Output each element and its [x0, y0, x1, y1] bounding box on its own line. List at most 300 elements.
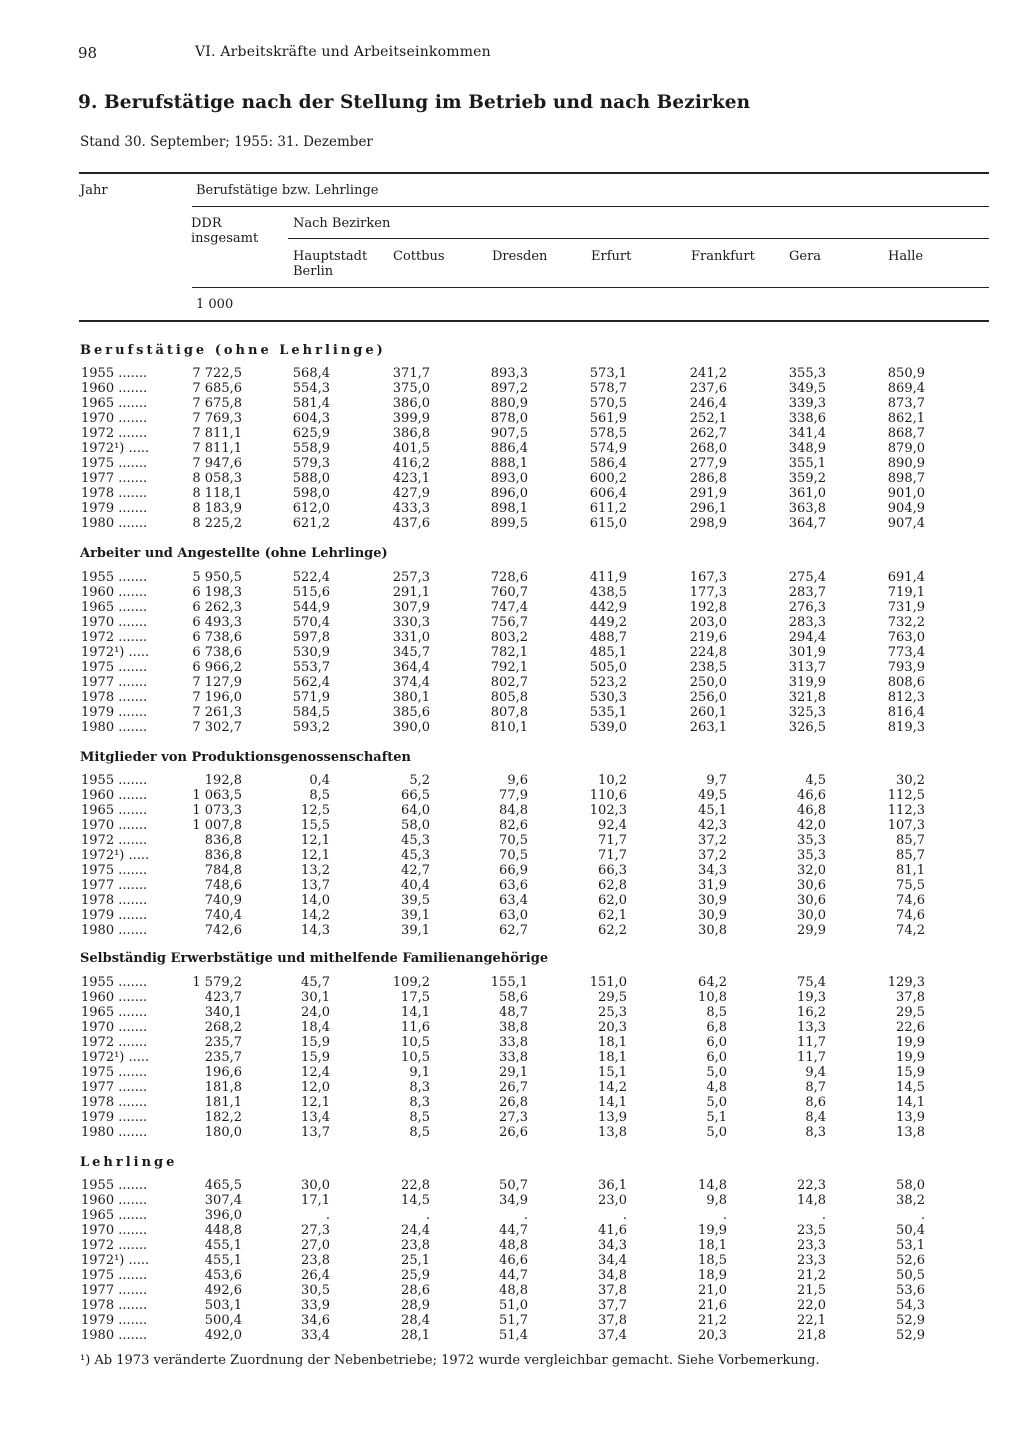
table-cell: 33,4 [301, 1328, 330, 1343]
table-cell: 488,7 [589, 630, 627, 645]
table-cell: 319,9 [788, 675, 826, 690]
col-header-bezirke: Nach Bezirken [293, 216, 391, 231]
table-cell: 41,6 [598, 1223, 627, 1238]
table-cell: 13,7 [301, 1125, 330, 1140]
table-cell: 784,8 [204, 863, 242, 878]
row-year: 1972 ....... [81, 630, 148, 645]
table-cell: 578,7 [589, 381, 627, 396]
table-cell: 330,3 [392, 615, 430, 630]
table-cell: 294,4 [788, 630, 826, 645]
table-cell: 102,3 [589, 803, 627, 818]
table-cell: 11,6 [401, 1020, 430, 1035]
row-year: 1955 ....... [81, 773, 148, 788]
table-cell: 14,2 [598, 1080, 627, 1095]
table-row [0, 660, 1024, 675]
table-cell: 31,9 [698, 878, 727, 893]
row-year: 1972¹) ..... [81, 1050, 150, 1065]
table-cell: . [821, 1208, 826, 1223]
table-row [0, 675, 1024, 690]
row-year: 1970 ....... [81, 411, 148, 426]
table-cell: 455,1 [204, 1253, 242, 1268]
table-cell: 34,3 [598, 1238, 627, 1253]
table-row [0, 990, 1024, 1005]
table-cell: 23,0 [598, 1193, 627, 1208]
table-cell: 203,0 [689, 615, 727, 630]
table-cell: 53,1 [896, 1238, 925, 1253]
row-year: 1965 ....... [81, 600, 148, 615]
table-row [0, 456, 1024, 471]
table-cell: 588,0 [292, 471, 330, 486]
col-header-frankfurt: Frankfurt [691, 249, 755, 264]
table-row [0, 585, 1024, 600]
row-year: 1960 ....... [81, 788, 148, 803]
table-cell: 782,1 [490, 645, 528, 660]
table-cell: 805,8 [490, 690, 528, 705]
table-cell: 535,1 [589, 705, 627, 720]
table-cell: 13,2 [301, 863, 330, 878]
table-cell: 442,9 [589, 600, 627, 615]
table-cell: 39,5 [401, 893, 430, 908]
row-year: 1972 ....... [81, 1238, 148, 1253]
table-cell: 340,1 [204, 1005, 242, 1020]
table-cell: 326,5 [788, 720, 826, 735]
table-cell: 27,3 [301, 1223, 330, 1238]
table-row [0, 645, 1024, 660]
table-cell: 21,2 [797, 1268, 826, 1283]
table-cell: 423,7 [204, 990, 242, 1005]
table-row [0, 570, 1024, 585]
table-cell: 6 262,3 [192, 600, 242, 615]
table-cell: 416,2 [392, 456, 430, 471]
table-cell: 291,9 [689, 486, 727, 501]
table-cell: 22,1 [797, 1313, 826, 1328]
table-cell: 27,0 [301, 1238, 330, 1253]
table-cell: 5,1 [706, 1110, 727, 1125]
table-cell: 54,3 [896, 1298, 925, 1313]
table-cell: 30,5 [301, 1283, 330, 1298]
table-cell: 37,7 [598, 1298, 627, 1313]
row-year: 1979 ....... [81, 1313, 148, 1328]
table-row [0, 1178, 1024, 1193]
col-header-halle: Halle [888, 249, 924, 264]
table-cell: 14,1 [401, 1005, 430, 1020]
table-cell: 691,4 [887, 570, 925, 585]
table-cell: 570,5 [589, 396, 627, 411]
table-cell: 34,9 [499, 1193, 528, 1208]
table-cell: 263,1 [689, 720, 727, 735]
section-rows [0, 1178, 1024, 1343]
col-header-erfurt: Erfurt [591, 249, 632, 264]
table-cell: 11,7 [797, 1035, 826, 1050]
table-cell: 742,6 [204, 923, 242, 938]
table-cell: 29,5 [598, 990, 627, 1005]
table-cell: 573,1 [589, 366, 627, 381]
table-cell: 0,4 [309, 773, 330, 788]
table-cell: 181,8 [204, 1080, 242, 1095]
table-cell: 868,7 [887, 426, 925, 441]
section-title: Mitglieder von Produktionsgenossenschaften [80, 750, 412, 765]
table-cell: 20,3 [698, 1328, 727, 1343]
table-cell: 364,7 [788, 516, 826, 531]
table-cell: 42,7 [401, 863, 430, 878]
section-title: Berufstätige (ohne Lehrlinge) [80, 343, 386, 358]
table-cell: 12,1 [301, 848, 330, 863]
table-cell: 18,1 [598, 1050, 627, 1065]
table-cell: 77,9 [499, 788, 528, 803]
table-cell: 455,1 [204, 1238, 242, 1253]
table-cell: 38,2 [896, 1193, 925, 1208]
table-cell: 14,5 [401, 1193, 430, 1208]
table-cell: 7 261,3 [192, 705, 242, 720]
table-cell: 22,8 [401, 1178, 430, 1193]
table-cell: 449,2 [589, 615, 627, 630]
row-year: 1980 ....... [81, 923, 148, 938]
table-cell: . [425, 1208, 430, 1223]
table-cell: 338,6 [788, 411, 826, 426]
table-cell: 836,8 [204, 833, 242, 848]
table-cell: 21,2 [698, 1313, 727, 1328]
table-cell: 9,1 [409, 1065, 430, 1080]
table-cell: 21,6 [698, 1298, 727, 1313]
table-cell: 53,6 [896, 1283, 925, 1298]
table-cell: 625,9 [292, 426, 330, 441]
table-cell: 107,3 [887, 818, 925, 833]
table-cell: 30,2 [896, 773, 925, 788]
table-row [0, 1283, 1024, 1298]
header-rule-bezirke [288, 238, 989, 239]
table-cell: 35,3 [797, 833, 826, 848]
table-cell: 238,5 [689, 660, 727, 675]
table-row [0, 426, 1024, 441]
table-cell: 523,2 [589, 675, 627, 690]
table-cell: 13,9 [598, 1110, 627, 1125]
table-cell: 82,6 [499, 818, 528, 833]
table-cell: 219,6 [689, 630, 727, 645]
table-cell: 26,4 [301, 1268, 330, 1283]
table-row [0, 1298, 1024, 1313]
table-cell: 812,3 [887, 690, 925, 705]
table-cell: 878,0 [490, 411, 528, 426]
table-cell: 611,2 [589, 501, 627, 516]
table-cell: 283,3 [788, 615, 826, 630]
table-cell: 747,4 [490, 600, 528, 615]
table-cell: 503,1 [204, 1298, 242, 1313]
table-cell: 411,9 [589, 570, 627, 585]
page-number: 98 [78, 44, 98, 62]
table-cell: 30,6 [797, 893, 826, 908]
table-cell: 15,9 [301, 1050, 330, 1065]
table-cell: 570,4 [292, 615, 330, 630]
col-header-ddr: DDR insgesamt [191, 216, 259, 246]
table-cell: 515,6 [292, 585, 330, 600]
table-cell: 584,5 [292, 705, 330, 720]
table-cell: 8,7 [805, 1080, 826, 1095]
table-cell: 399,9 [392, 411, 430, 426]
table-cell: 374,4 [392, 675, 430, 690]
table-cell: 6 493,3 [192, 615, 242, 630]
table-cell: 50,7 [499, 1178, 528, 1193]
table-row [0, 1193, 1024, 1208]
table-cell: 8 183,9 [192, 501, 242, 516]
header-rule-group [192, 206, 989, 207]
table-cell: 808,6 [887, 675, 925, 690]
table-cell: 5,0 [706, 1125, 727, 1140]
table-cell: 9,7 [706, 773, 727, 788]
table-cell: 578,5 [589, 426, 627, 441]
col-header-jahr: Jahr [80, 183, 108, 198]
table-cell: 85,7 [896, 833, 925, 848]
table-cell: 10,2 [598, 773, 627, 788]
table-cell: 898,7 [887, 471, 925, 486]
row-year: 1972 ....... [81, 426, 148, 441]
row-year: 1979 ....... [81, 705, 148, 720]
table-cell: 879,0 [887, 441, 925, 456]
table-cell: 22,3 [797, 1178, 826, 1193]
table-cell: 28,6 [401, 1283, 430, 1298]
table-cell: 33,9 [301, 1298, 330, 1313]
table-cell: 12,5 [301, 803, 330, 818]
col-header-group: Berufstätige bzw. Lehrlinge [196, 183, 379, 198]
row-year: 1980 ....... [81, 516, 148, 531]
table-cell: 71,7 [598, 848, 627, 863]
table-cell: 37,2 [698, 833, 727, 848]
row-year: 1975 ....... [81, 863, 148, 878]
table-cell: 554,3 [292, 381, 330, 396]
table-cell: 386,8 [392, 426, 430, 441]
table-cell: 9,8 [706, 1193, 727, 1208]
table-cell: 256,0 [689, 690, 727, 705]
table-cell: 888,1 [490, 456, 528, 471]
table-cell: 32,0 [797, 863, 826, 878]
table-cell: 275,4 [788, 570, 826, 585]
table-row [0, 381, 1024, 396]
table-row [0, 818, 1024, 833]
header-rule-bottom [79, 320, 989, 322]
table-cell: 52,9 [896, 1313, 925, 1328]
table-cell: 6,8 [706, 1020, 727, 1035]
table-cell: 268,2 [204, 1020, 242, 1035]
table-cell: . [622, 1208, 627, 1223]
table-cell: 192,8 [689, 600, 727, 615]
table-cell: 465,5 [204, 1178, 242, 1193]
table-cell: 151,0 [589, 975, 627, 990]
table-cell: 561,9 [589, 411, 627, 426]
table-cell: 26,6 [499, 1125, 528, 1140]
table-cell: 34,3 [698, 863, 727, 878]
table-row [0, 615, 1024, 630]
table-cell: 276,3 [788, 600, 826, 615]
row-year: 1960 ....... [81, 381, 148, 396]
table-cell: 7 196,0 [192, 690, 242, 705]
table-cell: 522,4 [292, 570, 330, 585]
table-cell: 241,2 [689, 366, 727, 381]
row-year: 1980 ....... [81, 720, 148, 735]
table-cell: 64,2 [698, 975, 727, 990]
table-cell: 45,3 [401, 833, 430, 848]
table-cell: 893,3 [490, 366, 528, 381]
table-cell: 14,2 [301, 908, 330, 923]
table-row [0, 878, 1024, 893]
row-year: 1972¹) ..... [81, 645, 150, 660]
table-cell: 9,4 [805, 1065, 826, 1080]
table-cell: 873,7 [887, 396, 925, 411]
row-year: 1965 ....... [81, 803, 148, 818]
table-cell: 763,0 [887, 630, 925, 645]
table-cell: 7 811,1 [192, 441, 242, 456]
table-cell: 36,1 [598, 1178, 627, 1193]
table-cell: 438,5 [589, 585, 627, 600]
table-cell: 268,0 [689, 441, 727, 456]
table-cell: 23,5 [797, 1223, 826, 1238]
table-cell: 339,3 [788, 396, 826, 411]
table-cell: 250,0 [689, 675, 727, 690]
table-row [0, 501, 1024, 516]
row-year: 1965 ....... [81, 1005, 148, 1020]
table-cell: 24,0 [301, 1005, 330, 1020]
table-row [0, 600, 1024, 615]
table-cell: 8,5 [409, 1110, 430, 1125]
table-cell: 14,5 [896, 1080, 925, 1095]
table-cell: 291,1 [392, 585, 430, 600]
table-cell: 277,9 [689, 456, 727, 471]
table-cell: 331,0 [392, 630, 430, 645]
table-cell: 30,6 [797, 878, 826, 893]
table-row [0, 441, 1024, 456]
table-cell: . [325, 1208, 330, 1223]
table-cell: 18,4 [301, 1020, 330, 1035]
table-cell: 18,1 [698, 1238, 727, 1253]
table-cell: 621,2 [292, 516, 330, 531]
table-cell: 23,3 [797, 1253, 826, 1268]
table-row [0, 366, 1024, 381]
row-year: 1977 ....... [81, 675, 148, 690]
table-cell: 16,2 [797, 1005, 826, 1020]
table-cell: 30,9 [698, 908, 727, 923]
table-row [0, 630, 1024, 645]
table-cell: 34,4 [598, 1253, 627, 1268]
table-cell: 904,9 [887, 501, 925, 516]
table-cell: 81,1 [896, 863, 925, 878]
table-cell: 5,2 [409, 773, 430, 788]
table-cell: 44,7 [499, 1268, 528, 1283]
table-cell: 74,6 [896, 908, 925, 923]
table-cell: 880,9 [490, 396, 528, 411]
table-cell: 35,3 [797, 848, 826, 863]
row-year: 1978 ....... [81, 690, 148, 705]
table-cell: 45,7 [301, 975, 330, 990]
table-cell: 8,5 [706, 1005, 727, 1020]
table-cell: 907,4 [887, 516, 925, 531]
table-cell: 23,3 [797, 1238, 826, 1253]
table-cell: 28,4 [401, 1313, 430, 1328]
table-cell: 4,5 [805, 773, 826, 788]
table-cell: 8,3 [409, 1095, 430, 1110]
table-cell: 24,4 [401, 1223, 430, 1238]
table-cell: 17,1 [301, 1193, 330, 1208]
row-year: 1977 ....... [81, 878, 148, 893]
table-cell: 75,4 [797, 975, 826, 990]
table-cell: 803,2 [490, 630, 528, 645]
table-cell: 177,3 [689, 585, 727, 600]
table-row [0, 705, 1024, 720]
table-cell: 235,7 [204, 1050, 242, 1065]
table-cell: 63,4 [499, 893, 528, 908]
table-cell: 62,7 [499, 923, 528, 938]
table-cell: 71,7 [598, 833, 627, 848]
table-cell: 296,1 [689, 501, 727, 516]
row-year: 1978 ....... [81, 893, 148, 908]
table-cell: 46,8 [797, 803, 826, 818]
table-cell: 58,6 [499, 990, 528, 1005]
table-cell: 23,8 [301, 1253, 330, 1268]
section-rows [0, 570, 1024, 735]
table-cell: 181,1 [204, 1095, 242, 1110]
table-row [0, 803, 1024, 818]
table-cell: 6 966,2 [192, 660, 242, 675]
table-row [0, 833, 1024, 848]
table-cell: 39,1 [401, 908, 430, 923]
table-cell: 49,5 [698, 788, 727, 803]
table-cell: 568,4 [292, 366, 330, 381]
table-cell: 7 947,6 [192, 456, 242, 471]
table-cell: 44,7 [499, 1223, 528, 1238]
table-row [0, 1223, 1024, 1238]
row-year: 1978 ....... [81, 1095, 148, 1110]
table-row [0, 1035, 1024, 1050]
row-year: 1965 ....... [81, 396, 148, 411]
table-cell: 29,5 [896, 1005, 925, 1020]
table-cell: 15,5 [301, 818, 330, 833]
table-cell: 85,7 [896, 848, 925, 863]
table-cell: 14,1 [598, 1095, 627, 1110]
table-cell: 10,5 [401, 1050, 430, 1065]
table-row [0, 1095, 1024, 1110]
table-cell: 385,6 [392, 705, 430, 720]
table-cell: 492,6 [204, 1283, 242, 1298]
row-year: 1955 ....... [81, 366, 148, 381]
table-cell: 13,7 [301, 878, 330, 893]
table-cell: 18,1 [598, 1035, 627, 1050]
table-row [0, 1020, 1024, 1035]
row-year: 1972¹) ..... [81, 848, 150, 863]
table-cell: 64,0 [401, 803, 430, 818]
table-cell: 9,6 [507, 773, 528, 788]
table-cell: 252,1 [689, 411, 727, 426]
table-row [0, 923, 1024, 938]
table-cell: 28,1 [401, 1328, 430, 1343]
table-cell: 12,0 [301, 1080, 330, 1095]
table-cell: 48,8 [499, 1238, 528, 1253]
table-cell: 12,4 [301, 1065, 330, 1080]
table-cell: 728,6 [490, 570, 528, 585]
table-cell: 5,0 [706, 1065, 727, 1080]
table-cell: 7 302,7 [192, 720, 242, 735]
table-cell: 386,0 [392, 396, 430, 411]
table-cell: 235,7 [204, 1035, 242, 1050]
table-cell: 48,7 [499, 1005, 528, 1020]
row-year: 1979 ....... [81, 501, 148, 516]
table-cell: 46,6 [499, 1253, 528, 1268]
table-row [0, 773, 1024, 788]
row-year: 1972¹) ..... [81, 441, 150, 456]
table-cell: 14,3 [301, 923, 330, 938]
table-cell: 593,2 [292, 720, 330, 735]
col-header-cottbus: Cottbus [393, 249, 445, 264]
table-cell: 25,1 [401, 1253, 430, 1268]
chapter-heading: VI. Arbeitskräfte und Arbeitseinkommen [195, 44, 491, 60]
table-row [0, 1268, 1024, 1283]
table-cell: 6 198,3 [192, 585, 242, 600]
